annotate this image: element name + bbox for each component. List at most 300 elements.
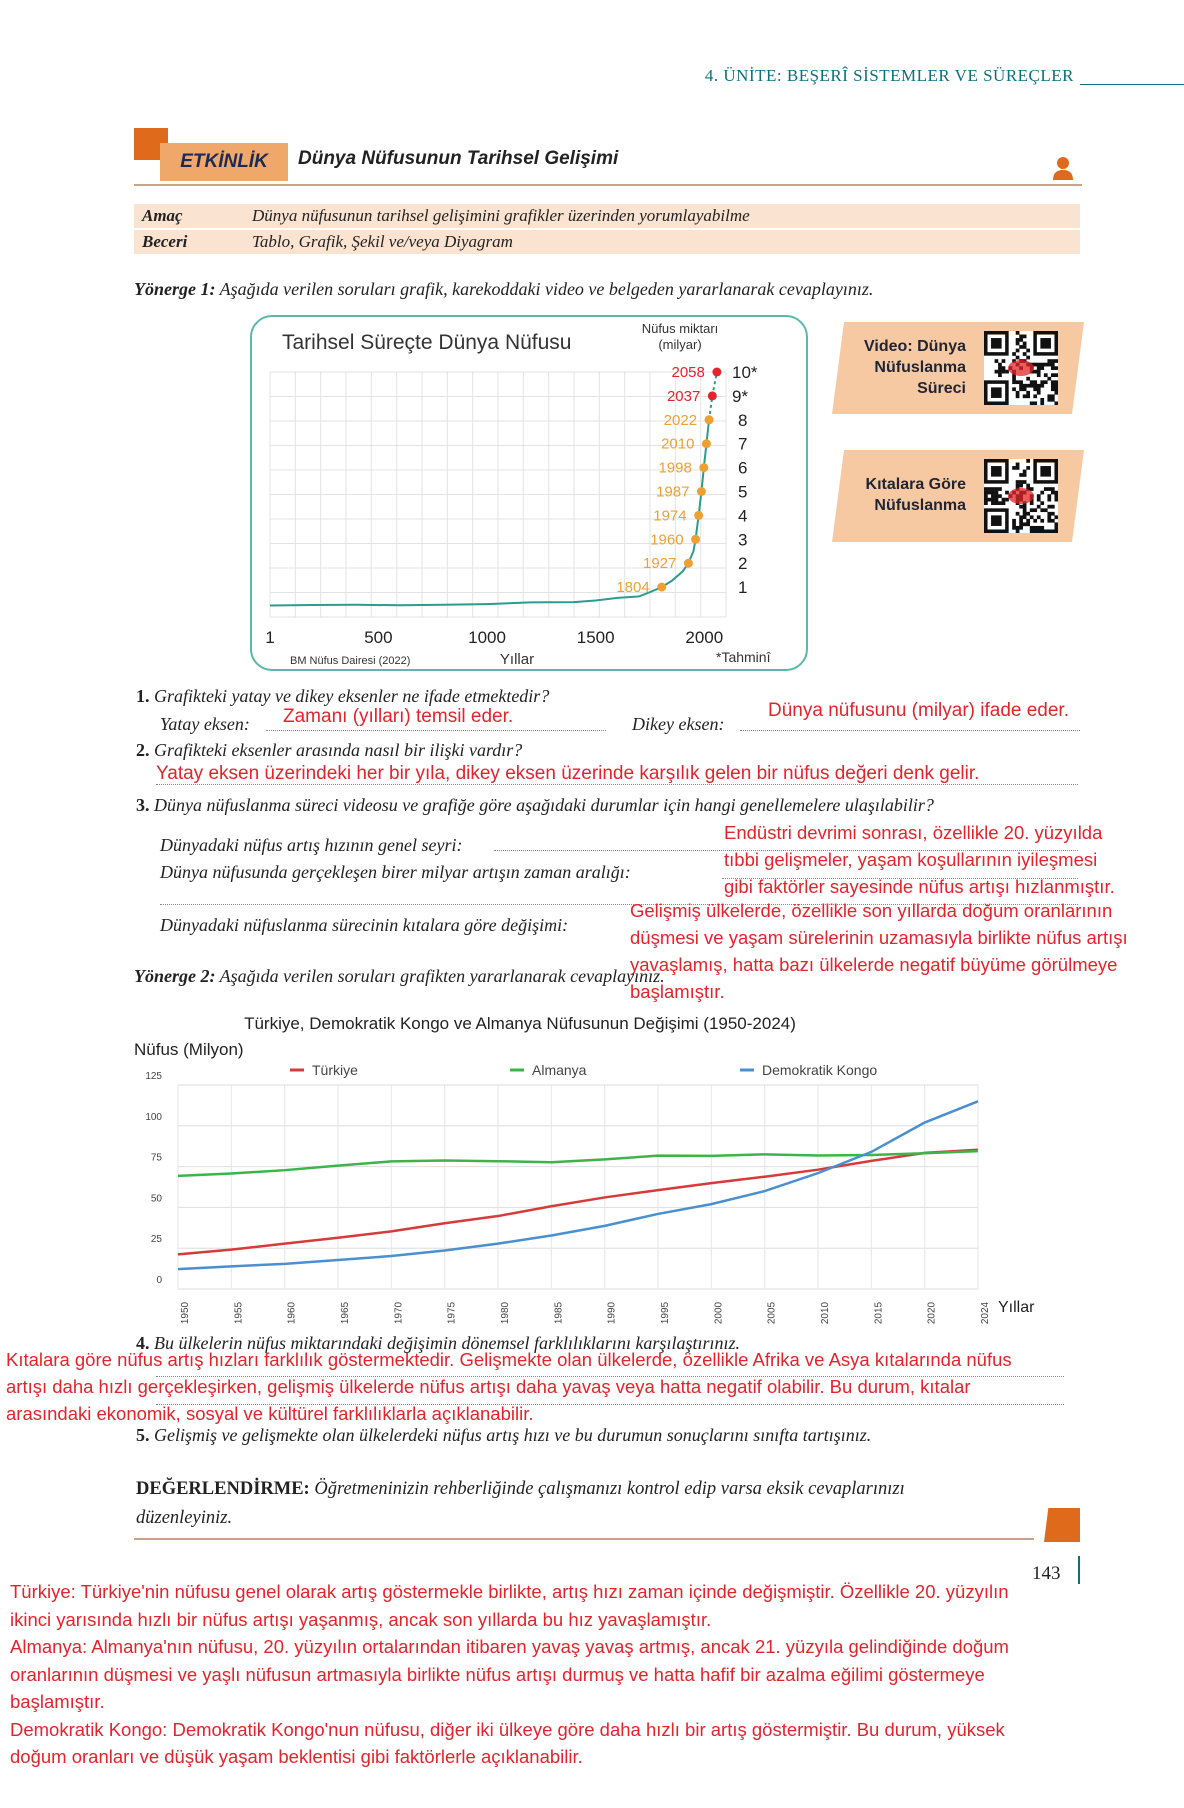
qr-module xyxy=(998,373,1002,377)
qr-module xyxy=(1023,508,1027,512)
instruction-1-text: Aşağıda verilen soruları grafik, karekoddaki video ve belgeden yararlanarak cevaplayınız. xyxy=(219,279,874,299)
qr-module xyxy=(1040,529,1044,533)
qr-finder xyxy=(1040,466,1051,477)
qr-module xyxy=(1016,380,1020,384)
qr-module xyxy=(1047,512,1051,516)
answer-congo-1: Demokratik Kongo: Demokratik Kongo'nun nüfusu, diğer iki ülkeye göre daha hızlı bir artış göstermiştir. Bu durum, yüksek xyxy=(10,1718,1005,1740)
qr-code-icon[interactable] xyxy=(984,331,1058,405)
qr-module xyxy=(1051,359,1055,363)
qr-module xyxy=(988,487,992,491)
qr-module xyxy=(995,498,999,502)
qr-module xyxy=(1023,352,1027,356)
chart-1-ytick: 9* xyxy=(732,386,749,406)
chart-2-xtick: 2020 xyxy=(926,1301,938,1325)
question-4-number: 4. xyxy=(136,1333,150,1353)
activity-tag: ETKİNLİK xyxy=(160,143,288,181)
chart-1-ytick: 4 xyxy=(738,506,748,526)
answer-turkey-1: Türkiye: Türkiye'nin nüfusu genel olarak artış göstermekle birlikte, artış hızı zaman içinde değişmiştir. Özellikle 20. yüzyılın xyxy=(10,1581,1009,1602)
chart-1-ytick: 1 xyxy=(738,578,748,598)
qr-module xyxy=(1019,380,1023,384)
q1-x-answer: Zamanı (yılları) temsil eder. xyxy=(283,706,514,727)
qr-card-video-label xyxy=(864,336,966,399)
chart-1-milestone-label: 1998 xyxy=(658,459,692,477)
qr-module xyxy=(1023,522,1027,526)
qr-card-continents-label xyxy=(866,474,966,516)
qr-module xyxy=(1012,387,1016,391)
qr-module xyxy=(1047,494,1051,498)
qr-module xyxy=(1054,391,1058,395)
chart-2-ylabel: Nüfus (Milyon) xyxy=(134,1040,244,1059)
qr-module xyxy=(1040,501,1044,505)
qr-module xyxy=(998,370,1002,374)
qr-module xyxy=(1051,373,1055,377)
chart-1-milestone-point xyxy=(708,391,717,400)
qr-module xyxy=(1040,380,1044,384)
chart-2-xtick: 2015 xyxy=(873,1301,885,1325)
chart-2-legend-label: Almanya xyxy=(532,1062,587,1078)
qr-card-continents-line-2: Nüfuslanma xyxy=(874,497,966,514)
qr-module xyxy=(1051,394,1055,398)
qr-module xyxy=(998,366,1002,370)
qr-module xyxy=(1030,487,1034,491)
page-number: 143 xyxy=(1032,1563,1061,1584)
qr-module xyxy=(991,501,995,505)
qr-module xyxy=(1037,505,1041,509)
qr-module xyxy=(1033,508,1037,512)
evaluation-text-2: düzenleyiniz. xyxy=(136,1508,233,1528)
qr-module xyxy=(1026,522,1030,526)
qr-module xyxy=(1012,352,1016,356)
qr-module xyxy=(1016,480,1020,484)
qr-module xyxy=(1016,338,1020,342)
qr-module xyxy=(1016,463,1020,467)
qr-module xyxy=(1023,470,1027,474)
qr-module xyxy=(1051,380,1055,384)
q4-answer xyxy=(6,1346,1012,1427)
qr-module xyxy=(1019,480,1023,484)
qr-card-video-line-2: Nüfuslanma xyxy=(874,359,966,376)
qr-module xyxy=(1051,505,1055,509)
qr-module xyxy=(1054,366,1058,370)
qr-module xyxy=(1002,366,1006,370)
qr-module xyxy=(1054,529,1058,533)
qr-module xyxy=(991,491,995,495)
qr-module xyxy=(1051,487,1055,491)
qr-module xyxy=(1030,501,1034,505)
qr-module xyxy=(1054,515,1058,519)
question-2-number: 2. xyxy=(136,740,150,760)
qr-module xyxy=(1037,384,1041,388)
qr-module xyxy=(1026,384,1030,388)
question-3 xyxy=(136,795,934,816)
qr-module xyxy=(1054,498,1058,502)
chart-2-xlabel: Yıllar xyxy=(998,1299,1035,1316)
qr-module xyxy=(1026,391,1030,395)
qr-module xyxy=(1019,384,1023,388)
chart-2-xtick: 1965 xyxy=(340,1301,351,1325)
q3a-answer-line-3: gibi faktörler sayesinde nüfus artışı hızlanmıştır. xyxy=(724,876,1115,897)
qr-module xyxy=(1040,491,1044,495)
qr-module xyxy=(1019,484,1023,488)
q3a-answer-line-1: Endüstri devrimi sonrası, özellikle 20. yüzyılda xyxy=(724,822,1103,843)
qr-module xyxy=(1019,505,1023,509)
chart-1-xtick: 500 xyxy=(364,628,393,647)
qr-module xyxy=(1054,494,1058,498)
qr-module xyxy=(995,370,999,374)
skill-key: Beceri xyxy=(142,232,188,251)
chart-1-xtick: 1000 xyxy=(468,628,506,647)
qr-module xyxy=(1019,345,1023,349)
q1-y-label: Dikey eksen: xyxy=(632,714,725,734)
qr-module xyxy=(1016,526,1020,530)
qr-module xyxy=(995,501,999,505)
qr-module xyxy=(998,501,1002,505)
chart-1-milestone-label: 1804 xyxy=(616,579,650,597)
chart-1-milestone-label: 2037 xyxy=(666,387,701,405)
qr-card-video[interactable] xyxy=(832,322,1084,414)
qr-module xyxy=(1054,491,1058,495)
qr-module xyxy=(1016,512,1020,516)
qr-finder xyxy=(1040,338,1051,349)
chart-1-milestone-label: 1987 xyxy=(656,483,690,501)
qr-card-video-line-3: Süreci xyxy=(917,380,966,397)
qr-module xyxy=(1026,377,1030,381)
qr-module xyxy=(1030,529,1034,533)
question-3-number: 3. xyxy=(136,795,150,815)
chart-1-milestone-label: 2022 xyxy=(663,411,698,429)
qr-module xyxy=(1037,494,1041,498)
qr-module xyxy=(1016,529,1020,533)
qr-module xyxy=(1051,363,1055,367)
answer-congo-2: doğum oranları ve düşük yaşam beklentisi gibi faktörlerle açıklanabilir. xyxy=(10,1746,583,1767)
qr-module xyxy=(1044,380,1048,384)
qr-card-video-line-1: Video: Dünya xyxy=(864,338,966,355)
instruction-1 xyxy=(134,279,873,300)
qr-module xyxy=(1030,515,1034,519)
qr-module xyxy=(1040,398,1044,402)
qr-module xyxy=(1051,366,1055,370)
unit-title: 4. ÜNİTE: BEŞERÎ SİSTEMLER VE SÜREÇLER xyxy=(704,66,1074,85)
question-5 xyxy=(136,1425,871,1446)
qr-module xyxy=(998,363,1002,367)
qr-module xyxy=(1019,335,1023,339)
qr-module xyxy=(1019,473,1023,477)
qr-module xyxy=(1002,498,1006,502)
qr-module xyxy=(1054,522,1058,526)
qr-finder xyxy=(991,466,1002,477)
chart-1-milestone-point xyxy=(697,487,706,496)
qr-module xyxy=(1026,349,1030,353)
qr-module xyxy=(1047,377,1051,381)
country-population-chart xyxy=(120,1005,1080,1335)
qr-module xyxy=(1051,519,1055,523)
instruction-2 xyxy=(134,966,665,987)
qr-finder xyxy=(991,515,1002,526)
chart-1-milestone-point xyxy=(684,559,693,568)
qr-module xyxy=(1030,384,1034,388)
qr-module xyxy=(1054,401,1058,405)
qr-module xyxy=(1040,384,1044,388)
qr-module xyxy=(998,494,1002,498)
skill-value: Tablo, Grafik, Şekil ve/veya Diyagram xyxy=(252,232,513,251)
qr-module xyxy=(1054,526,1058,530)
chart-1-milestone-point xyxy=(702,439,711,448)
chart-2-series-line xyxy=(178,1150,978,1255)
chart-2-xtick: 1955 xyxy=(233,1301,245,1325)
chart-1-xlabel: Yıllar xyxy=(499,651,535,668)
chart-2-xtick: 1990 xyxy=(606,1301,618,1325)
qr-module xyxy=(1037,526,1041,530)
chart-1-ytick: 2 xyxy=(738,554,748,574)
world-population-chart xyxy=(250,315,808,671)
chart-2-ytick: 100 xyxy=(145,1111,162,1123)
evaluation-label: DEĞERLENDİRME: xyxy=(136,1479,310,1499)
qr-module xyxy=(998,487,1002,491)
aim-value: Dünya nüfusunun tarihsel gelişimini grafikler üzerinden yorumlayabilme xyxy=(252,206,750,225)
qr-module xyxy=(1012,380,1016,384)
qr-module xyxy=(1047,398,1051,402)
qr-module xyxy=(1030,401,1034,405)
world-population-chart-svg xyxy=(252,317,806,669)
qr-module xyxy=(1051,398,1055,402)
qr-module xyxy=(1030,508,1034,512)
qr-module xyxy=(1019,338,1023,342)
chart-1-ylabel-1: Nüfus miktarı xyxy=(641,321,719,336)
qr-module xyxy=(1044,529,1048,533)
qr-code-icon[interactable] xyxy=(984,459,1058,533)
chart-2-series-line xyxy=(178,1101,978,1269)
q3c-answer-line-4: başlamıştır. xyxy=(630,981,725,1002)
qr-module xyxy=(995,494,999,498)
qr-module xyxy=(1030,526,1034,530)
qr-module xyxy=(1054,384,1058,388)
qr-module xyxy=(1016,342,1020,346)
q3c-answer-line-1: Gelişmiş ülkelerde, özellikle son yıllarda doğum oranlarının xyxy=(630,900,1113,921)
qr-module xyxy=(1023,387,1027,391)
chart-1-milestone-point xyxy=(705,415,714,424)
qr-module xyxy=(1019,522,1023,526)
qr-module xyxy=(991,494,995,498)
chart-2-xtick: 1960 xyxy=(286,1301,298,1325)
qr-module xyxy=(1026,459,1030,463)
q5-answer xyxy=(10,1578,1009,1771)
qr-module xyxy=(1044,487,1048,491)
qr-module xyxy=(1016,331,1020,335)
qr-module xyxy=(1026,512,1030,516)
person-icon xyxy=(1052,156,1074,182)
qr-module xyxy=(1044,363,1048,367)
qr-module xyxy=(1012,522,1016,526)
chart-2-xtick: 2000 xyxy=(713,1301,725,1325)
chart-1-milestone-point xyxy=(657,583,666,592)
qr-module xyxy=(1040,366,1044,370)
qr-module xyxy=(1026,394,1030,398)
qr-module xyxy=(1005,370,1009,374)
qr-module xyxy=(1037,373,1041,377)
qr-module xyxy=(1019,526,1023,530)
qr-module xyxy=(1040,401,1044,405)
chart-1-milestone-label: 1927 xyxy=(643,555,677,573)
qr-module xyxy=(1002,359,1006,363)
chart-1-milestone-label: 2010 xyxy=(661,435,695,453)
qr-module xyxy=(1037,529,1041,533)
q3a-answer-line-2: tıbbi gelişmeler, yaşam koşullarının iyileşmesi xyxy=(724,849,1098,870)
chart-2-xtick: 1985 xyxy=(553,1301,565,1325)
qr-module xyxy=(1023,512,1027,516)
qr-module xyxy=(1002,370,1006,374)
aim-key: Amaç xyxy=(142,206,183,225)
qr-module xyxy=(1016,356,1020,360)
q3a-answer xyxy=(724,819,1115,900)
chart-2-xtick: 1975 xyxy=(446,1301,458,1325)
qr-module xyxy=(1033,394,1037,398)
qr-module xyxy=(1012,466,1016,470)
qr-module xyxy=(1040,508,1044,512)
qr-module xyxy=(1005,491,1009,495)
qr-module xyxy=(1019,519,1023,523)
q3c-answer-line-2: düşmesi ve yaşam sürelerinin uzamasıyla birlikte nüfus artışı xyxy=(630,927,1128,948)
qr-module xyxy=(984,494,988,498)
q1-x-label: Yatay eksen: xyxy=(160,714,250,734)
qr-module xyxy=(1005,498,1009,502)
chart-1-source: BM Nüfus Dairesi (2022) xyxy=(290,655,411,667)
chart-1-milestone-point xyxy=(699,463,708,472)
chart-1-title: Tarihsel Süreçte Dünya Nüfusu xyxy=(282,331,572,354)
question-1-text: Grafikteki yatay ve dikey eksenler ne ifade etmektedir? xyxy=(154,686,550,706)
qr-module xyxy=(1047,505,1051,509)
chart-2-xtick: 1995 xyxy=(660,1301,671,1325)
qr-module xyxy=(1047,363,1051,367)
chart-2-ytick: 75 xyxy=(150,1152,162,1164)
info-row-aim xyxy=(134,204,1080,228)
qr-module xyxy=(1040,363,1044,367)
qr-module xyxy=(1033,363,1037,367)
chart-1-curve xyxy=(270,420,709,606)
chart-1-milestone-label: 1974 xyxy=(653,507,687,525)
qr-module xyxy=(1016,484,1020,488)
chart-2-xtick: 1980 xyxy=(500,1301,511,1325)
qr-module xyxy=(1023,384,1027,388)
qr-module xyxy=(1019,387,1023,391)
qr-module xyxy=(1012,519,1016,523)
q3c-label: Dünyadaki nüfuslanma sürecinin kıtalara göre değişimi: xyxy=(160,915,569,935)
qr-module xyxy=(1033,519,1037,523)
qr-module xyxy=(1047,359,1051,363)
instruction-1-label: Yönerge 1: xyxy=(134,279,216,299)
answer-germany-2: oranlarının düşmesi ve yaşlı nüfusun artmasıyla birlikte nüfus artışı durmuş ve hatta hafif bir azalma eğilimi göstermeye xyxy=(10,1663,985,1685)
qr-module xyxy=(995,491,999,495)
qr-card-continents-line-1: Kıtalara Göre xyxy=(865,476,966,493)
chart-2-ytick: 25 xyxy=(150,1234,162,1246)
qr-module xyxy=(1051,384,1055,388)
chart-1-xtick: 1 xyxy=(265,628,275,647)
qr-module xyxy=(1023,473,1027,477)
chart-1-ytick: 6 xyxy=(738,458,748,478)
evaluation xyxy=(136,1479,905,1500)
evaluation-divider xyxy=(134,1538,1034,1540)
qr-module xyxy=(1033,370,1037,374)
qr-module xyxy=(1023,480,1027,484)
instruction-2-label: Yönerge 2: xyxy=(134,966,216,986)
chart-2-legend-label: Demokratik Kongo xyxy=(762,1062,878,1078)
chart-1-ytick: 3 xyxy=(738,530,748,550)
question-1-number: 1. xyxy=(136,686,150,706)
chart-2-xtick: 1970 xyxy=(393,1301,405,1325)
qr-module xyxy=(1051,387,1055,391)
instruction-2-text: Aşağıda verilen soruları grafikten yararlanarak cevaplayınız. xyxy=(219,966,665,986)
chart-2-ytick: 50 xyxy=(150,1193,162,1205)
qr-module xyxy=(1054,380,1058,384)
answer-germany-1: Almanya: Almanya'nın nüfusu, 20. yüzyılın ortalarından itibaren yavaş yavaş artmış, ancak 21. yüzyıla gelindiğinde doğum xyxy=(10,1636,1009,1657)
qr-module xyxy=(1023,345,1027,349)
question-2-text: Grafikteki eksenler arasında nasıl bir ilişki vardır? xyxy=(154,740,523,760)
country-population-chart-svg xyxy=(120,1005,1080,1335)
qr-module xyxy=(1033,401,1037,405)
activity-title: Dünya Nüfusunun Tarihsel Gelişimi xyxy=(298,148,619,169)
qr-module xyxy=(1026,466,1030,470)
question-3-text: Dünya nüfuslanma süreci videosu ve grafiğe göre aşağıdaki durumlar için hangi genellemelere ulaşılabilir? xyxy=(154,795,934,815)
qr-module xyxy=(1047,529,1051,533)
qr-module xyxy=(1037,391,1041,395)
qr-module xyxy=(1047,498,1051,502)
answer-turkey-2: ikinci yarısında hızlı bir nüfus artışı yaşanmış, ancak son yıllarda bu hız yavaşlamıştır. xyxy=(10,1608,712,1630)
qr-module xyxy=(1033,387,1037,391)
q3b-label: Dünya nüfusunda gerçekleşen birer milyar artışın zaman aralığı: xyxy=(160,862,631,882)
chart-2-ytick: 0 xyxy=(156,1275,162,1286)
qr-module xyxy=(1019,515,1023,519)
q4-answer-line-1-text: Kıtalara göre nüfus artış hızları farklılık göstermektedir. Gelişmekte olan ülkelerde, özellikle Afrika ve Asya kıtalarında nüfus xyxy=(6,1349,1012,1370)
chart-1-milestone-point xyxy=(712,368,721,377)
qr-module xyxy=(984,501,988,505)
question-4-text: Bu ülkelerin nüfus miktarındaki değişimin dönemsel farklılıklarını karşılaştırınız. xyxy=(154,1333,740,1353)
chart-1-milestone-point xyxy=(691,535,700,544)
question-1 xyxy=(136,686,549,707)
qr-module xyxy=(1012,526,1016,530)
qr-module xyxy=(1033,529,1037,533)
qr-module xyxy=(1047,394,1051,398)
qr-finder xyxy=(991,338,1002,349)
chart-1-ylabel-2: (milyar) xyxy=(658,337,702,352)
chart-2-xtick: 2010 xyxy=(820,1301,831,1325)
question-5-text: Gelişmiş ve gelişmekte olan ülkelerdeki nüfus artış hızı ve bu durumun sonuçlarını sınıfta tartışınız. xyxy=(154,1425,872,1445)
chart-2-ytick: 125 xyxy=(145,1071,162,1082)
qr-module xyxy=(988,498,992,502)
qr-module xyxy=(1016,391,1020,395)
qr-module xyxy=(1044,373,1048,377)
qr-module xyxy=(1040,519,1044,523)
qr-logo xyxy=(1008,488,1034,504)
chart-1-ytick: 7 xyxy=(738,434,748,454)
qr-finder xyxy=(991,387,1002,398)
q3c-answer xyxy=(630,897,1128,1005)
qr-module xyxy=(1016,394,1020,398)
qr-module xyxy=(1023,394,1027,398)
qr-module xyxy=(1054,387,1058,391)
qr-module xyxy=(1023,342,1027,346)
qr-module xyxy=(988,491,992,495)
qr-module xyxy=(1040,526,1044,530)
qr-module xyxy=(1051,512,1055,516)
qr-module xyxy=(991,498,995,502)
qr-logo xyxy=(1008,360,1034,376)
question-2 xyxy=(136,740,522,761)
qr-card-continents[interactable] xyxy=(832,450,1084,542)
info-row-skill xyxy=(134,230,1080,254)
chart-1-ytick: 8 xyxy=(738,410,748,430)
chart-2-xtick: 2024 xyxy=(980,1301,991,1325)
q3a-label: Dünyadaki nüfus artış hızının genel seyri: xyxy=(160,835,463,855)
qr-module xyxy=(1030,380,1034,384)
